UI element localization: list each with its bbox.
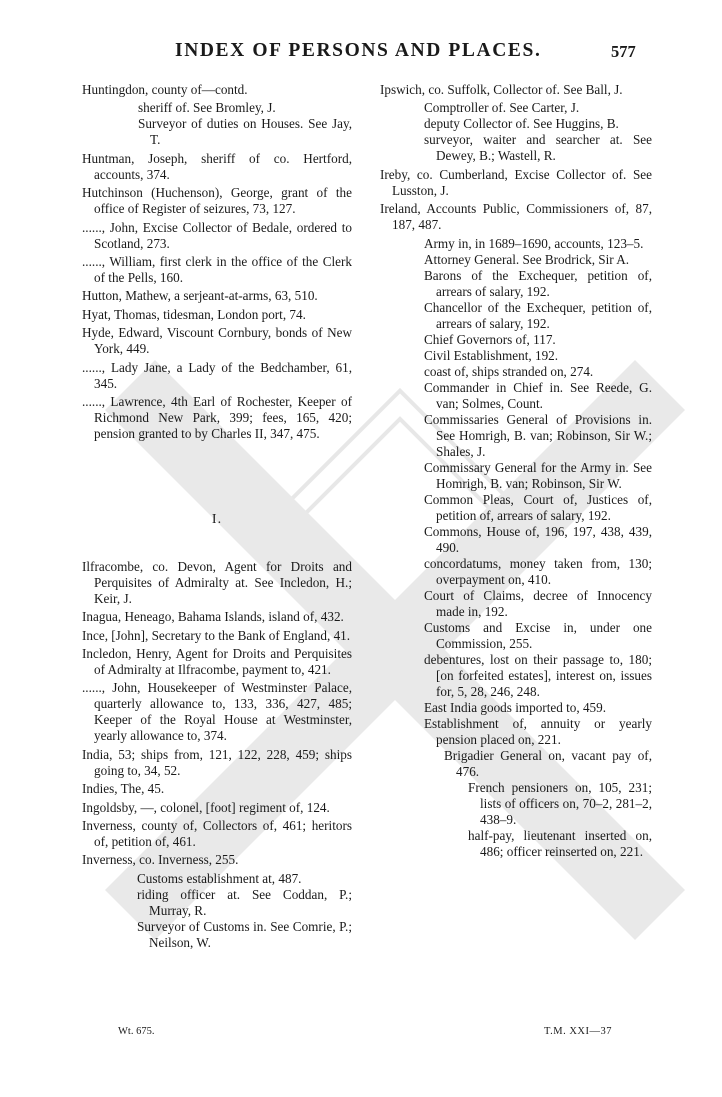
running-title: INDEX OF PERSONS AND PLACES.	[175, 40, 542, 61]
index-subentry: Surveyor of duties on Houses. See Jay, T.	[138, 116, 352, 148]
index-entry: Ireby, co. Cumberland, Excise Collector of. See Lusston, J.	[380, 166, 652, 198]
page-header	[0, 40, 722, 70]
index-entry: Huntman, Joseph, sheriff of co. Hertford, accounts, 374.	[82, 150, 352, 182]
index-subentry: Establishment of, annuity or yearly pension placed on, 221.	[424, 715, 652, 747]
index-subentry: deputy Collector of. See Huggins, B.	[424, 116, 619, 132]
index-entry: Ince, [John], Secretary to the Bank of England, 41.	[82, 627, 351, 643]
index-subentry: Customs establishment at, 487.	[137, 870, 302, 886]
index-subentry: Commissary General for the Army in. See Homrigh, B. van; Robinson, Sir W.	[424, 459, 652, 491]
index-entry: Inagua, Heneago, Bahama Islands, island of, 432.	[82, 609, 344, 625]
index-subentry: surveyor, waiter and searcher at. See Dewey, B.; Wastell, R.	[424, 132, 652, 164]
index-subentry: concordatums, money taken from, 130; overpayment on, 410.	[424, 555, 652, 587]
index-subentry: Barons of the Exchequer, petition of, arrears of salary, 192.	[424, 267, 652, 299]
index-entry: Inverness, co. Inverness, 255.	[82, 852, 239, 868]
index-entry: India, 53; ships from, 121, 122, 228, 459; ships going to, 34, 52.	[82, 746, 352, 778]
index-entry: Ipswich, co. Suffolk, Collector of. See Ball, J.	[380, 82, 623, 97]
index-entry: ......, John, Excise Collector of Bedale, ordered to Scotland, 273.	[82, 219, 352, 251]
index-subsubentry: French pensioners on, 105, 231; lists of officers on, 70–2, 281–2, 438–9.	[468, 779, 652, 827]
index-entry: Incledon, Henry, Agent for Droits and Perquisites of Admiralty at Ilfracombe, payment to, 421.	[82, 646, 352, 678]
index-entry: Hutton, Mathew, a serjeant-at-arms, 63, 510.	[82, 288, 318, 304]
index-subentry: Surveyor of Customs in. See Comrie, P.; Neilson, W.	[137, 918, 352, 950]
index-entry: Hyat, Thomas, tidesman, London port, 74.	[82, 306, 306, 322]
index-entry: Ireland, Accounts Public, Commissioners of, 87, 187, 487.	[380, 201, 652, 233]
index-subentry: Attorney General. See Brodrick, Sir A.	[424, 251, 630, 267]
index-entry: Ilfracombe, co. Devon, Agent for Droits and Perquisites of Admiralty at. See Incledon, H.; Keir, J.	[82, 558, 352, 606]
index-entry: Ingoldsby, —, colonel, [foot] regiment of, 124.	[82, 799, 330, 815]
index-column-left	[82, 82, 352, 951]
index-subentry: Chancellor of the Exchequer, petition of, arrears of salary, 192.	[424, 299, 652, 331]
index-subentry: debentures, lost on their passage to, 180; [on forfeited estates], interest on, issues for, 5, 28, 246, 248.	[424, 651, 652, 699]
index-column-right	[380, 82, 652, 860]
index-subentry: Civil Establishment, 192.	[424, 347, 559, 363]
index-entry: ......, Lady Jane, a Lady of the Bedchamber, 61, 345.	[82, 359, 352, 391]
index-subsubentry: half-pay, lieutenant inserted on, 486; officer reinserted on, 221.	[468, 827, 652, 859]
index-entry: ......, William, first clerk in the office of the Clerk of the Pells, 160.	[82, 253, 352, 285]
index-entry: ......, Lawrence, 4th Earl of Rochester, Keeper of Richmond New Park, 399; fees, 165, 420; pension granted to by Charles II, 347, 475.	[82, 393, 352, 441]
index-subentry: Common Pleas, Court of, Justices of, petition of, arrears of salary, 192.	[424, 491, 652, 523]
section-letter-heading: I.	[211, 511, 223, 527]
index-subentry: sheriff of. See Bromley, J.	[138, 100, 276, 116]
index-entry: Hutchinson (Huchenson), George, grant of the office of Register of seizures, 73, 127.	[82, 185, 352, 217]
index-entry: Inverness, county of, Collectors of, 461; heritors of, petition of, 461.	[82, 818, 352, 850]
print-warrant-number: Wt. 675.	[118, 1026, 155, 1037]
index-subentry: Army in, in 1689–1690, accounts, 123–5.	[424, 235, 644, 251]
index-subentry: Customs and Excise in, under one Commission, 255.	[424, 619, 652, 651]
index-entry: ......, John, Housekeeper of Westminster Palace, quarterly allowance to, 133, 336, 427, 485; Keeper of the Royal House at Westminster, yearly allowance to, 374.	[82, 680, 352, 744]
page-number: 577	[611, 42, 636, 61]
index-subsubentry: Brigadier General on, vacant pay of, 476.	[444, 747, 652, 779]
index-subentry: riding officer at. See Coddan, P.; Murray, R.	[137, 886, 352, 918]
index-subentry: Chief Governors of, 117.	[424, 331, 556, 347]
signature-mark: T.M. XXI—37	[544, 1026, 613, 1037]
index-entry: Indies, The, 45.	[82, 781, 165, 797]
index-entry: Hyde, Edward, Viscount Cornbury, bonds of New York, 449.	[82, 325, 352, 357]
index-subentry: East India goods imported to, 459.	[424, 699, 607, 715]
index-subentry: Commander in Chief in. See Reede, G. van; Solmes, Count.	[424, 379, 652, 411]
index-entry: Huntingdon, county of—contd.	[82, 82, 248, 97]
index-subentry: Commons, House of, 196, 197, 438, 439, 490.	[424, 523, 652, 555]
index-subentry: Commissaries General of Provisions in. See Homrigh, B. van; Robinson, Sir W.; Shales, J.	[424, 411, 652, 459]
index-subentry: Court of Claims, decree of Innocency made in, 192.	[424, 587, 652, 619]
index-subentry: Comptroller of. See Carter, J.	[424, 100, 580, 116]
index-subentry: coast of, ships stranded on, 274.	[424, 363, 594, 379]
